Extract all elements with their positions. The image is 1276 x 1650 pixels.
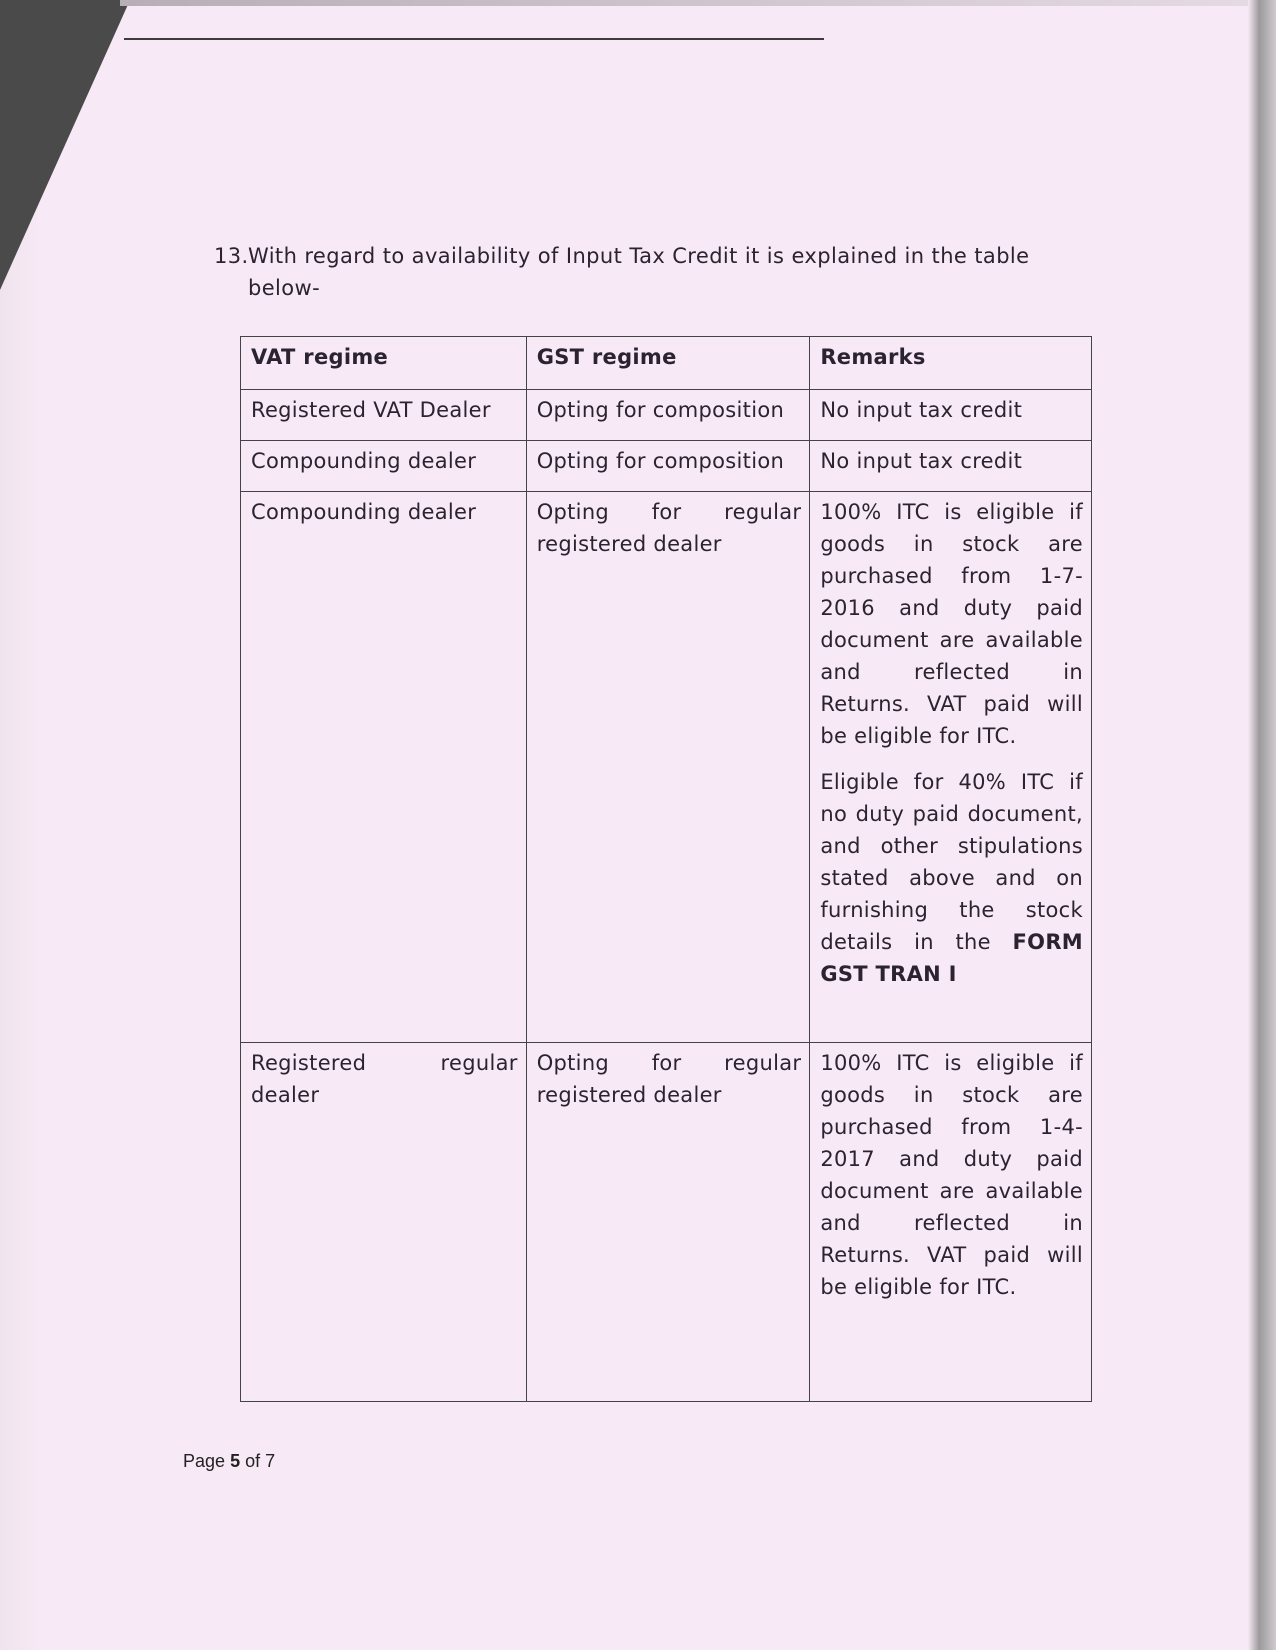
itc-table xyxy=(240,336,1092,1402)
cell-gst: Opting for composition xyxy=(526,441,810,492)
footer-total-pages: 7 xyxy=(265,1451,276,1471)
cell-remarks: No input tax credit xyxy=(810,441,1092,492)
paragraph-line-1: With regard to availability of Input Tax Credit it is explained in the table xyxy=(248,244,1030,268)
itc-paragraph xyxy=(214,240,1080,304)
cell-gst: Opting for regular registered dealer xyxy=(526,492,810,1043)
paragraph-number: 13. xyxy=(214,244,249,268)
table-row xyxy=(241,441,1092,492)
table-header-row xyxy=(241,337,1092,390)
header-remarks: Remarks xyxy=(810,337,1092,390)
remarks-paragraph-2: Eligible for 40% ITC if no duty paid document, and other stipulations stated above and on furnishing the stock details in the xyxy=(820,770,1083,954)
footer-page-word: Page xyxy=(183,1451,226,1471)
scan-edge-top xyxy=(120,0,1276,6)
cell-vat: Registered regular dealer xyxy=(241,1043,527,1402)
table-row xyxy=(241,492,1092,1043)
header-gst-regime: GST regime xyxy=(526,337,810,390)
cell-remarks xyxy=(810,492,1092,1043)
form-gst-tran-bold: FORM GST TRAN I xyxy=(820,930,1083,986)
scan-shadow-corner xyxy=(0,0,130,290)
cell-gst: Opting for regular registered dealer xyxy=(526,1043,810,1402)
header-vat-regime: VAT regime xyxy=(241,337,527,390)
cell-remarks: No input tax credit xyxy=(810,390,1092,441)
footer-current-page: 5 xyxy=(230,1451,241,1471)
paragraph-line-2: below- xyxy=(248,276,321,300)
cell-remarks: 100% ITC is eligible if goods in stock are purchased from 1-4-2017 and duty paid document are available and reflected in Returns. VAT paid will be eligible for ITC. xyxy=(810,1043,1092,1402)
cell-vat: Compounding dealer xyxy=(241,492,527,1043)
scan-edge-right xyxy=(1248,0,1276,1650)
cell-gst: Opting for composition xyxy=(526,390,810,441)
table-row xyxy=(241,1043,1092,1402)
table-row xyxy=(241,390,1092,441)
page-footer xyxy=(183,1451,275,1472)
header-rule xyxy=(124,38,824,40)
remarks-paragraph-1: 100% ITC is eligible if goods in stock are purchased from 1-7-2016 and duty paid document are available and reflected in Returns. VAT paid will be eligible for ITC. xyxy=(820,500,1083,748)
cell-vat: Registered VAT Dealer xyxy=(241,390,527,441)
cell-vat: Compounding dealer xyxy=(241,441,527,492)
footer-of-word: of xyxy=(245,1451,261,1471)
